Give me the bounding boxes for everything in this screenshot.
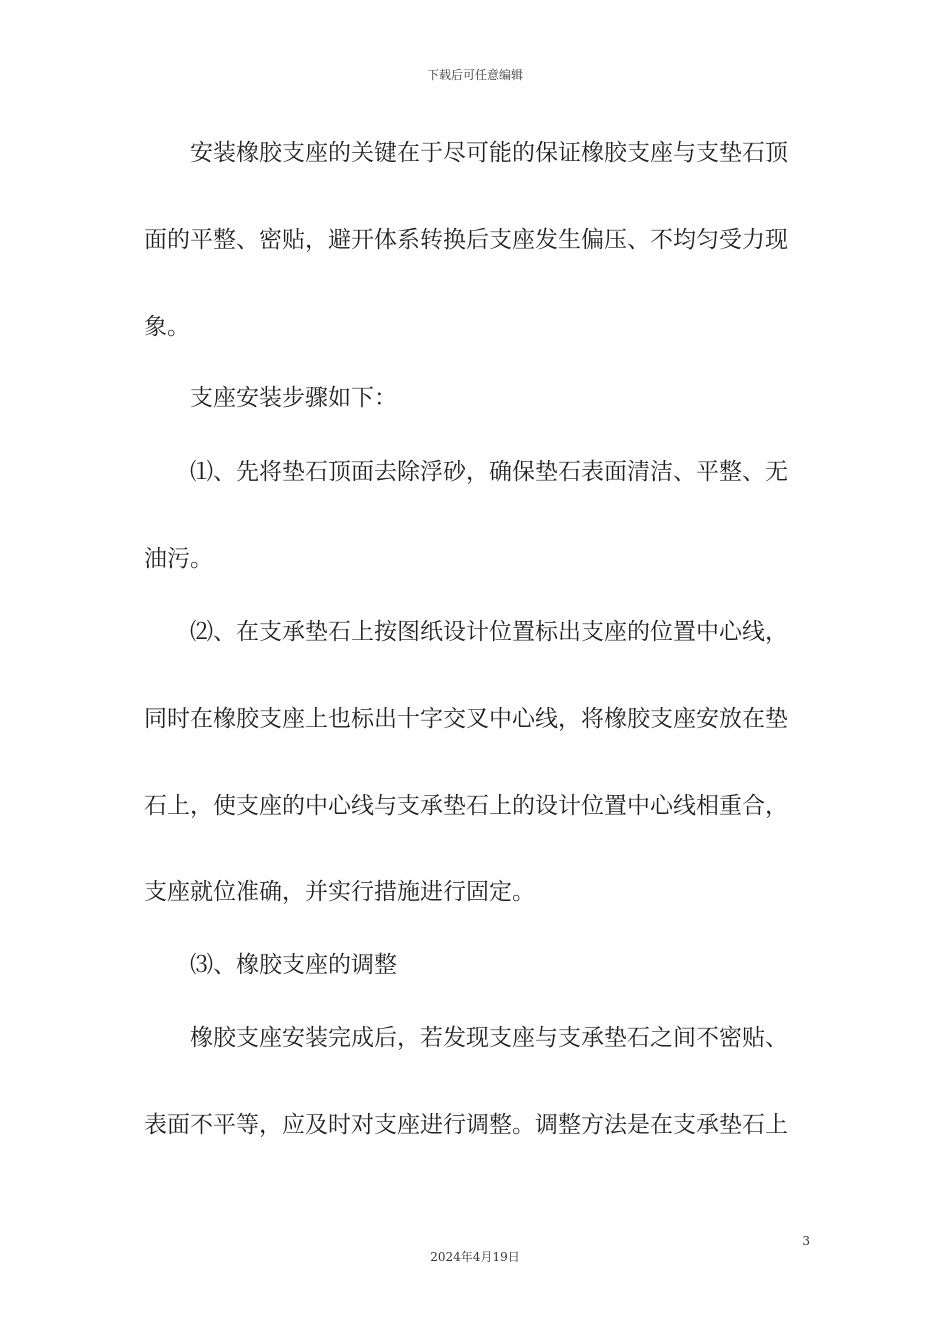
paragraph-line-7: ⑵、在支承垫石上按图纸设计位置标出支座的位置中心线， <box>190 619 788 645</box>
paragraph-line-8: 同时在橡胶支座上也标出十字交叉中心线，将橡胶支座安放在垫 <box>144 706 788 732</box>
paragraph-line-2: 面的平整、密贴，避开体系转换后支座发生偏压、不均匀受力现 <box>144 227 788 253</box>
footer-date: 2024年4月19日 <box>430 1250 520 1264</box>
paragraph-line-5: ⑴、先将垫石顶面去除浮砂，确保垫石表面清洁、平整、无 <box>190 459 788 485</box>
paragraph-line-13: 表面不平等，应及时对支座进行调整。调整方法是在支承垫石上 <box>144 1112 788 1138</box>
paragraph-line-10: 支座就位准确，并实行措施进行固定。 <box>144 879 535 905</box>
paragraph-line-11: ⑶、橡胶支座的调整 <box>190 952 397 978</box>
paragraph-line-12: 橡胶支座安装完成后，若发现支座与支承垫石之间不密贴、 <box>190 1025 788 1051</box>
paragraph-line-3: 象。 <box>144 314 190 340</box>
page-number: 3 <box>802 1234 810 1248</box>
paragraph-line-1: 安装橡胶支座的关键在于尽可能的保证橡胶支座与支垫石顶 <box>190 140 788 166</box>
paragraph-line-9: 石上，使支座的中心线与支承垫石上的设计位置中心线相重合， <box>144 793 788 819</box>
paragraph-line-6: 油污。 <box>144 546 213 572</box>
paragraph-line-4: 支座安装步骤如下： <box>190 385 397 411</box>
page-header: 下载后可任意编辑 <box>426 68 523 82</box>
